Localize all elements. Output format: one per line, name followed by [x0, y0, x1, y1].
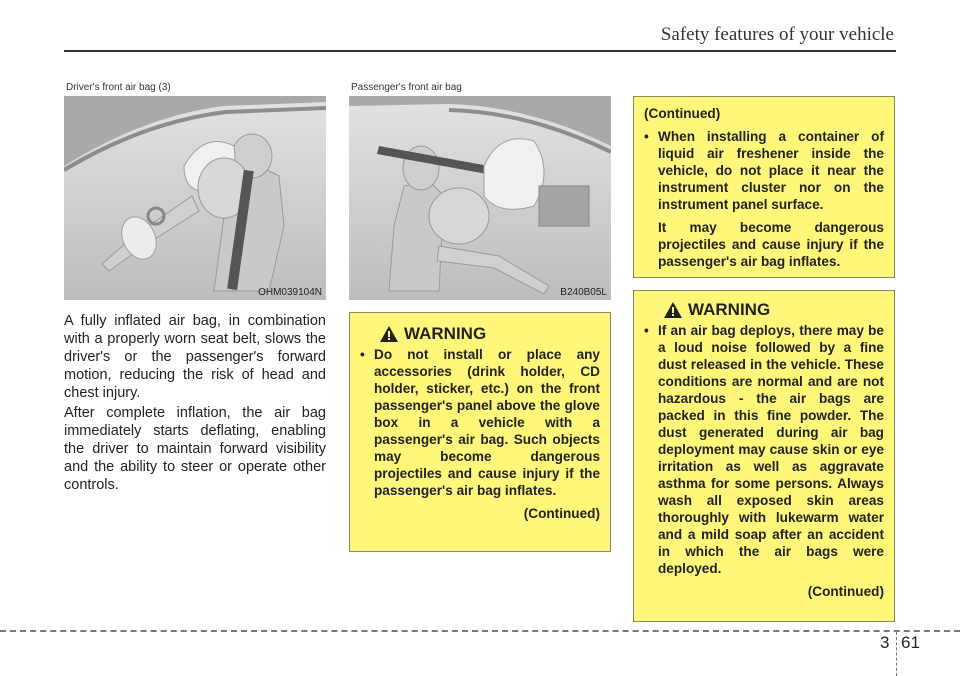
- figure-caption-driver: Driver's front air bag (3): [66, 82, 171, 93]
- warning-triangle-icon: [380, 326, 398, 342]
- page-header-title: Safety features of your vehicle: [660, 24, 894, 45]
- warning-heading: WARNING: [360, 325, 600, 342]
- warning-bullet: • If an air bag deploys, there may be a loud noise followed by a fine dust released in the vehicle. These conditions are normal and are not hazardous - the air bags are packed in this fine powder. The dust generated during air bag deployment may cause skin or eye irritation as well as aggravate asthma for some persons. Always wash all exposed skin areas thoroughly with lukewarm water and a mild soap after an accident in which the air bags were deployed.: [644, 323, 884, 576]
- warning-triangle-icon: [664, 302, 682, 318]
- header-rule: [64, 50, 896, 52]
- warning-heading: WARNING: [644, 301, 884, 318]
- continued-label: (Continued): [644, 106, 721, 121]
- page-number-separator: [896, 632, 897, 676]
- chapter-number: 3: [880, 633, 890, 652]
- figure-caption-passenger: Passenger's front air bag: [351, 82, 462, 93]
- footer-rule: [0, 630, 960, 632]
- continued-label: (Continued): [807, 584, 884, 599]
- body-paragraph: A fully inflated air bag, in combination with a properly worn seat belt, slows the driver's or the passenger's forward motion, reducing the risk of head and chest injury.: [64, 313, 326, 401]
- continued-bullet: • When installing a container of liquid air freshener inside the vehicle, do not place it near the instrument cluster nor on the instrument panel surface.: [644, 129, 884, 212]
- driver-airbag-illustration: [64, 96, 326, 300]
- body-paragraph: After complete inflation, the air bag immediately starts deflating, enabling the driver to maintain forward visibility and the ability to steer or operate other controls.: [64, 405, 326, 493]
- figure-driver-airbag: [64, 96, 326, 300]
- continued-label: (Continued): [523, 506, 600, 521]
- warning-box-middle: [349, 312, 611, 552]
- continued-box-right: [633, 96, 895, 278]
- continued-paragraph: It may become dangerous projectiles and cause injury if the passenger's air bag inflates.: [658, 220, 884, 269]
- warning-box-right: [633, 290, 895, 622]
- warning-bullet: • Do not install or place any accessories (drink holder, CD holder, sticker, etc.) on the front passenger's panel above the glove box in a vehicle with a passenger's air bag. Such objects may become dangerous projectiles and cause injury if the passenger's air bag inflates.: [360, 347, 600, 498]
- figure-code-passenger: B240B05L: [560, 287, 607, 298]
- figure-passenger-airbag: [349, 96, 611, 300]
- page-number: 61: [901, 633, 920, 652]
- figure-code-driver: OHM039104N: [258, 287, 322, 298]
- passenger-airbag-illustration: [349, 96, 611, 300]
